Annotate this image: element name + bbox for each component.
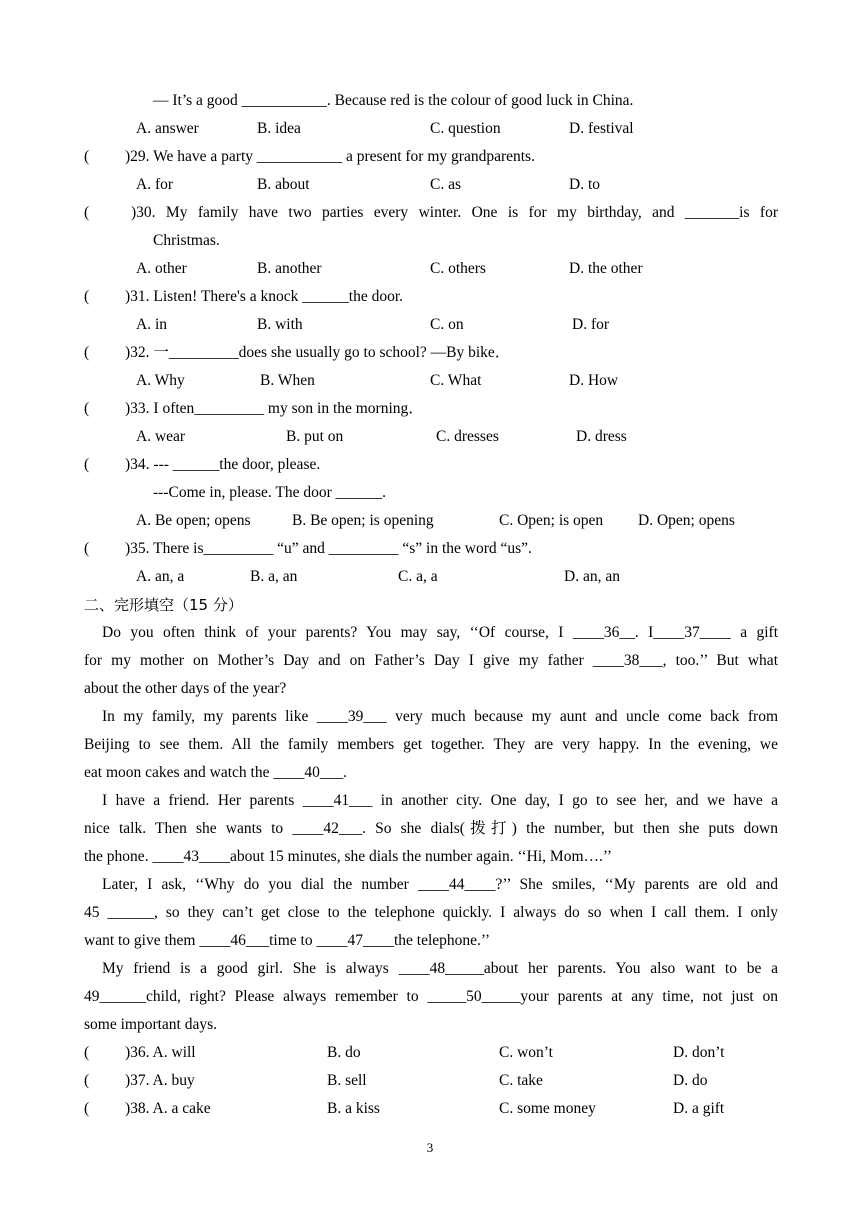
q32-options [0, 367, 860, 395]
passage-line: want to give them ____46___time to ____47____the telephone.’’ [84, 932, 491, 949]
q34 [0, 451, 860, 479]
q35-option-c[interactable]: C. a, a [398, 568, 438, 585]
passage-line: about the other days of the year? [84, 680, 287, 697]
page-number: 3 [426, 1140, 434, 1155]
q32-text: )32. 一_________does she usually go to school? —By bike． [125, 344, 511, 361]
section-heading-cloze: 二、完形填空（15 分） [84, 596, 243, 614]
q32-option-d[interactable]: D. How [569, 372, 619, 389]
q37-option-d[interactable]: D. do [673, 1072, 708, 1089]
q28-option-c[interactable]: C. question [430, 120, 501, 137]
q29-options [0, 171, 860, 199]
q28-option-d[interactable]: D. festival [569, 120, 634, 137]
q31-text: )31. Listen! There's a knock ______the door. [125, 288, 404, 305]
q35 [0, 535, 860, 563]
passage-line: some important days. [84, 1016, 218, 1033]
q35-options [0, 563, 860, 591]
q37-option-a[interactable]: )37. A. buy [125, 1072, 195, 1089]
q30-options [0, 255, 860, 283]
q30-option-b[interactable]: B. another [257, 260, 322, 277]
q30-option-a[interactable]: A. other [136, 260, 187, 277]
q29-option-d[interactable]: D. to [569, 176, 600, 193]
q38-option-c[interactable]: C. some money [499, 1100, 596, 1117]
q32-option-a[interactable]: A. Why [136, 372, 185, 389]
q33-option-a[interactable]: A. wear [136, 428, 186, 445]
q31-answer-paren[interactable]: ( [84, 288, 90, 305]
q29-option-c[interactable]: C. as [430, 176, 461, 193]
passage-line: 45 ______, so they can’t get close to the telephone quickly. I always do so when I call them. I only [84, 904, 778, 921]
q33 [0, 395, 860, 423]
q34-option-d[interactable]: D. Open; opens [638, 512, 735, 529]
passage-line: My friend is a good girl. She is always ____48_____about her parents. You also want to be a [102, 960, 778, 977]
q30-text-cont: Christmas. [153, 232, 220, 249]
q30-option-c[interactable]: C. others [430, 260, 486, 277]
q34-options [0, 507, 860, 535]
passage-line: Beijing to see them. All the family members get together. They are very happy. In the evening, we [84, 736, 778, 753]
q36-answer-paren[interactable]: ( [84, 1044, 90, 1061]
q38-answer-paren[interactable]: ( [84, 1100, 90, 1117]
q34-reply: ---Come in, please. The door ______. [153, 484, 387, 501]
q37 [0, 1067, 860, 1095]
q28-option-b[interactable]: B. idea [257, 120, 301, 137]
q36 [0, 1039, 860, 1067]
q38-option-b[interactable]: B. a kiss [327, 1100, 380, 1117]
q31-option-a[interactable]: A. in [136, 316, 167, 333]
q35-option-d[interactable]: D. an, an [564, 568, 620, 585]
q33-text: )33. I often_________ my son in the morning． [125, 400, 424, 417]
passage-line: Later, I ask, ‘‘Why do you dial the number ____44____?’’ She smiles, ‘‘My parents are old and [102, 876, 778, 893]
q30-option-d[interactable]: D. the other [569, 260, 643, 277]
q30-answer-paren[interactable]: ( [84, 204, 90, 221]
q32 [0, 339, 860, 367]
q33-options [0, 423, 860, 451]
q34-option-b[interactable]: B. Be open; is opening [292, 512, 434, 529]
passage-line: 49______child, right? Please always remember to _____50_____your parents at any time, not just on [84, 988, 778, 1005]
q35-option-a[interactable]: A. an, a [136, 568, 185, 585]
q34-answer-paren[interactable]: ( [84, 456, 90, 473]
q32-answer-paren[interactable]: ( [84, 344, 90, 361]
passage-line: for my mother on Mother’s Day and on Father’s Day I give my father ____38___, too.’’ But what [84, 652, 778, 669]
q33-option-d[interactable]: D. dress [576, 428, 627, 445]
q30-text: )30. My family have two parties every winter. One is for my birthday, and _______is for [131, 204, 778, 221]
q37-option-c[interactable]: C. take [499, 1072, 543, 1089]
q30 [0, 199, 860, 227]
q31-option-d[interactable]: D. for [572, 316, 610, 333]
passage-line: In my family, my parents like ____39___ very much because my aunt and uncle come back from [102, 708, 778, 725]
q32-option-b[interactable]: B. When [260, 372, 315, 389]
q29-option-b[interactable]: B. about [257, 176, 310, 193]
passage-line: nice talk. Then she wants to ____42___. So she dials(拨打) the number, but then she puts down [84, 820, 778, 837]
q28-option-a[interactable]: A. answer [136, 120, 199, 137]
passage-line: I have a friend. Her parents ____41___ in another city. One day, I go to see her, and we have a [102, 792, 778, 809]
q34-option-c[interactable]: C. Open; is open [499, 512, 604, 529]
q31-options [0, 311, 860, 339]
q35-answer-paren[interactable]: ( [84, 540, 90, 557]
q29 [0, 143, 860, 171]
q34-option-a[interactable]: A. Be open; opens [136, 512, 251, 529]
q38 [0, 1095, 860, 1123]
q36-option-a[interactable]: )36. A. will [125, 1044, 196, 1061]
q31 [0, 283, 860, 311]
q33-option-c[interactable]: C. dresses [436, 428, 499, 445]
q28-reply: — It’s a good ___________. Because red is the colour of good luck in China. [153, 92, 634, 109]
q31-option-b[interactable]: B. with [257, 316, 303, 333]
q38-option-d[interactable]: D. a gift [673, 1100, 725, 1117]
q38-option-a[interactable]: )38. A. a cake [125, 1100, 211, 1117]
q37-option-b[interactable]: B. sell [327, 1072, 367, 1089]
q29-text: )29. We have a party ___________ a present for my grandparents. [125, 148, 535, 165]
q33-option-b[interactable]: B. put on [286, 428, 344, 445]
q29-option-a[interactable]: A. for [136, 176, 174, 193]
q34-text: )34. --- ______the door, please. [125, 456, 321, 473]
q36-option-d[interactable]: D. don’t [673, 1044, 725, 1061]
q35-option-b[interactable]: B. a, an [250, 568, 298, 585]
q32-option-c[interactable]: C. What [430, 372, 482, 389]
q33-answer-paren[interactable]: ( [84, 400, 90, 417]
q31-option-c[interactable]: C. on [430, 316, 464, 333]
q36-option-b[interactable]: B. do [327, 1044, 361, 1061]
q35-text: )35. There is_________ “u” and _________ “s” in the word “us”. [125, 540, 532, 557]
q28-options [0, 115, 860, 143]
passage-line: the phone. ____43____about 15 minutes, she dials the number again. ‘‘Hi, Mom….’’ [84, 848, 613, 865]
passage-line: eat moon cakes and watch the ____40___. [84, 764, 347, 781]
q29-answer-paren[interactable]: ( [84, 148, 90, 165]
passage-line: Do you often think of your parents? You may say, ‘‘Of course, I ____36__. I____37____ a gift [102, 624, 778, 641]
q37-answer-paren[interactable]: ( [84, 1072, 90, 1089]
q36-option-c[interactable]: C. won’t [499, 1044, 553, 1061]
